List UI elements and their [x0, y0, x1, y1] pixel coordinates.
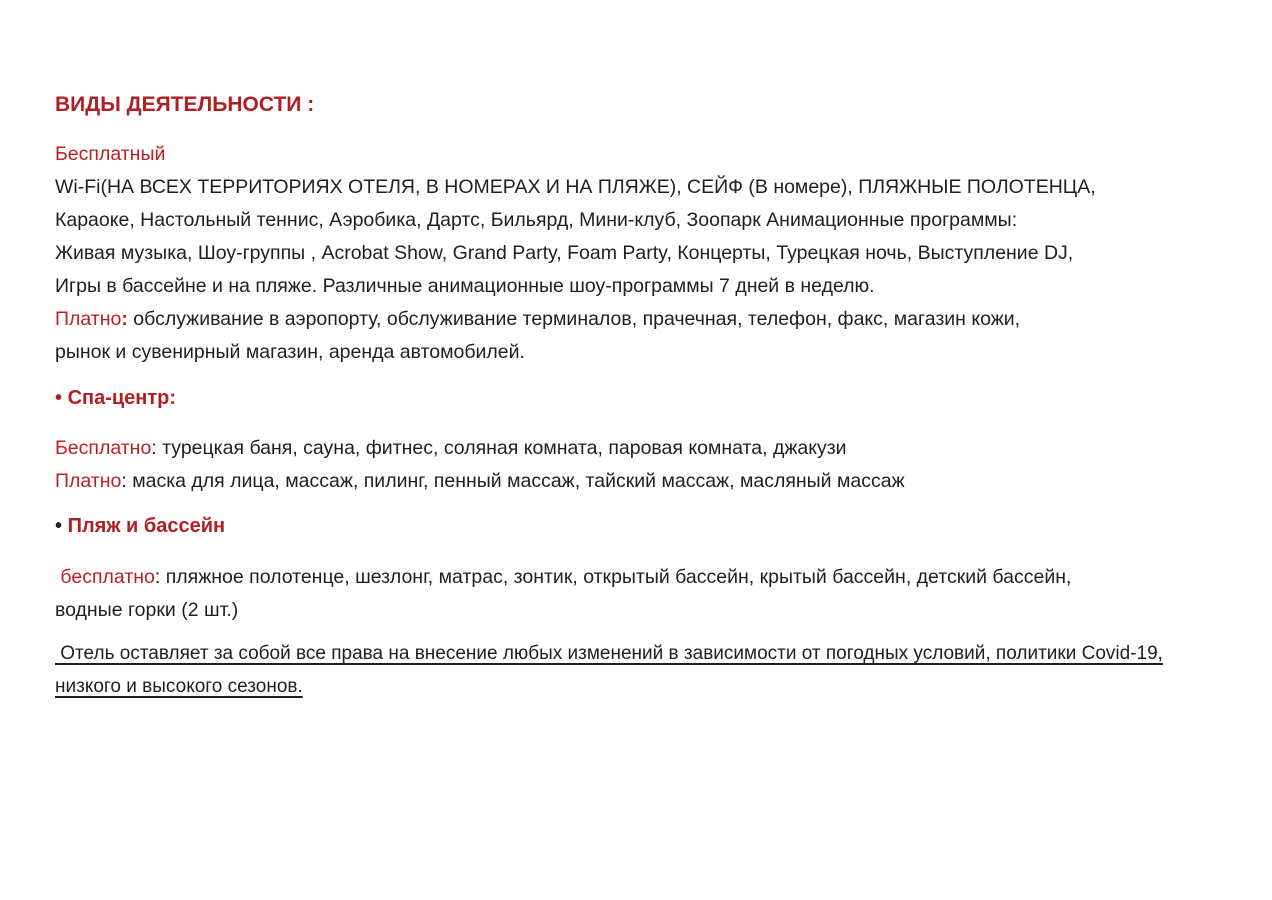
bullet-icon: • — [55, 387, 68, 409]
beach-heading — [55, 513, 1220, 539]
spa-heading-label: Спа-центр: — [67, 387, 177, 409]
beach-free-label: бесплатно — [55, 566, 155, 588]
spa-paid-label: Платно — [55, 470, 122, 492]
activities-line: Караоке, Настольный теннис, Аэробика, Дартс, Бильярд, Мини-клуб, Зоопарк Анимационные программы: — [55, 209, 1018, 231]
spa-free-label: Бесплатно — [55, 437, 152, 459]
activities-paid-line — [55, 303, 1220, 336]
beach-free-line: водные горки (2 шт.) — [55, 599, 239, 621]
beach-heading-label: Пляж и бассейн — [67, 515, 226, 537]
activities-free-label: Бесплатный — [55, 143, 166, 165]
spa-free-line — [55, 432, 1220, 465]
spa-paid-text: : маска для лица, массаж, пилинг, пенный массаж, тайский массаж, масляный массаж — [121, 470, 905, 492]
beach-free-text: : пляжное полотенце, шезлонг, матрас, зонтик, открытый бассейн, крытый бассейн, детский бассейн, — [154, 566, 1072, 588]
activities-paid-line: рынок и сувенирный магазин, аренда автомобилей. — [55, 341, 525, 363]
spa-paid-line — [55, 465, 1220, 498]
activities-line: Игры в бассейне и на пляже. Различные анимационные шоу-программы 7 дней в неделю. — [55, 275, 875, 297]
spa-paragraph — [55, 432, 1220, 498]
disclaimer-line: Отель оставляет за собой все права на внесение любых изменений в зависимости от погодных условий, политики Covid-19, — [55, 643, 1163, 664]
disclaimer-line: низкого и высокого сезонов. — [55, 676, 303, 697]
spa-heading — [55, 385, 1220, 411]
activities-paragraph — [55, 138, 1220, 369]
activities-paid-colon: : — [121, 308, 128, 330]
beach-paragraph — [55, 561, 1220, 627]
disclaimer — [55, 637, 1220, 703]
spa-free-text: : турецкая баня, сауна, фитнес, соляная комната, паровая комната, джакузи — [151, 437, 847, 459]
bullet-icon: • — [55, 515, 68, 537]
page-title: ВИДЫ ДЕЯТЕЛЬНОСТИ : — [55, 93, 315, 116]
activities-line: Живая музыка, Шоу-группы , Acrobat Show, Grand Party, Foam Party, Концерты, Турецкая ночь, Выступление DJ, — [55, 242, 1074, 264]
activities-paid-text: обслуживание в аэропорту, обслуживание терминалов, прачечная, телефон, факс, магазин кожи, — [127, 308, 1021, 330]
beach-free-line — [55, 561, 1220, 594]
activities-line: Wi-Fi(НА ВСЕХ ТЕРРИТОРИЯХ ОТЕЛЯ, В НОМЕРАХ И НА ПЛЯЖЕ), СЕЙФ (В номере), ПЛЯЖНЫЕ ПОЛОТЕНЦА, — [55, 176, 1096, 198]
activities-paid-label: Платно — [55, 308, 122, 330]
